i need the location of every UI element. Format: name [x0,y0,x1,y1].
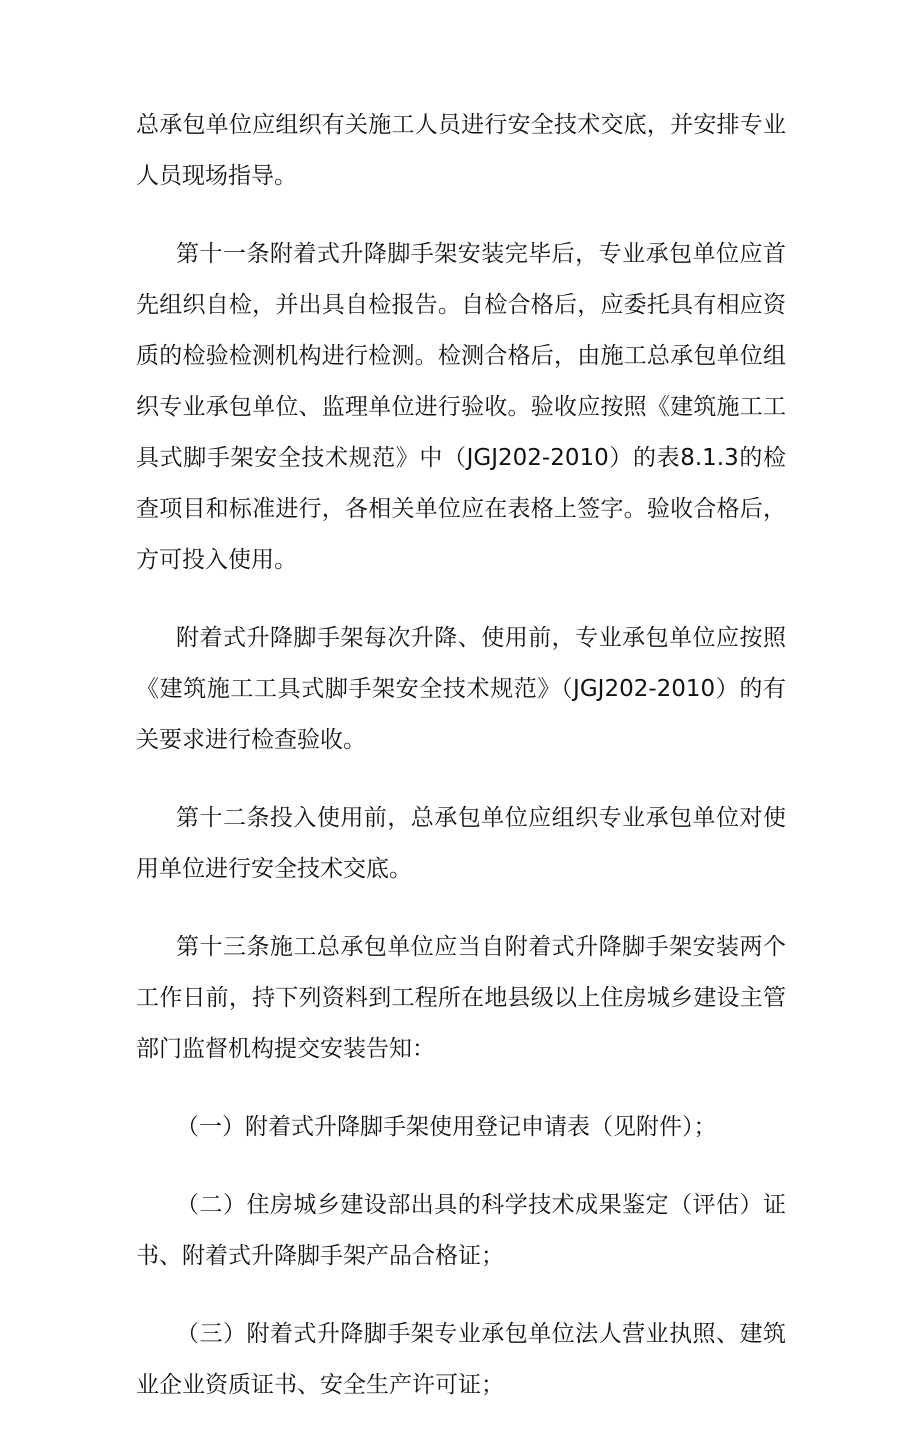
list-item-1: （一）附着式升降脚手架使用登记申请表（见附件）； [176,1114,717,1140]
document-body [136,100,786,1438]
list-item-3: （三）附着式升降脚手架专业承包单位法人营业执照、建筑业企业资质证书、安全生产许可证； [136,1321,786,1398]
list-item-2: （二）住房城乡建设部出具的科学技术成果鉴定（评估）证书、附着式升降脚手架产品合格证； [136,1192,786,1269]
paragraph-article-11: 第十一条附着式升降脚手架安装完毕后，专业承包单位应首先组织自检，并出具自检报告。自检合格后，应委托具有相应资质的检验检测机构进行检测。检测合格后，由施工总承包单位组织专业承包单位、监理单位进行验收。验收应按照《建筑施工工具式脚手架安全技术规范》中（JGJ202-2010）的表8.1.3的检查项目和标准进行，各相关单位应在表格上签字。验收合格后，方可投入使用。 [136,241,786,573]
paragraph-article-13: 第十三条施工总承包单位应当自附着式升降脚手架安装两个工作日前，持下列资料到工程所在地县级以上住房城乡建设主管部门监督机构提交安装告知： [136,934,786,1062]
paragraph-inspection: 附着式升降脚手架每次升降、使用前，专业承包单位应按照《建筑施工工具式脚手架安全技术规范》（JGJ202-2010）的有关要求进行检查验收。 [136,625,786,753]
paragraph-continuation: 总承包单位应组织有关施工人员进行安全技术交底，并安排专业人员现场指导。 [136,112,786,189]
paragraph-article-12: 第十二条投入使用前，总承包单位应组织专业承包单位对使用单位进行安全技术交底。 [136,805,786,882]
